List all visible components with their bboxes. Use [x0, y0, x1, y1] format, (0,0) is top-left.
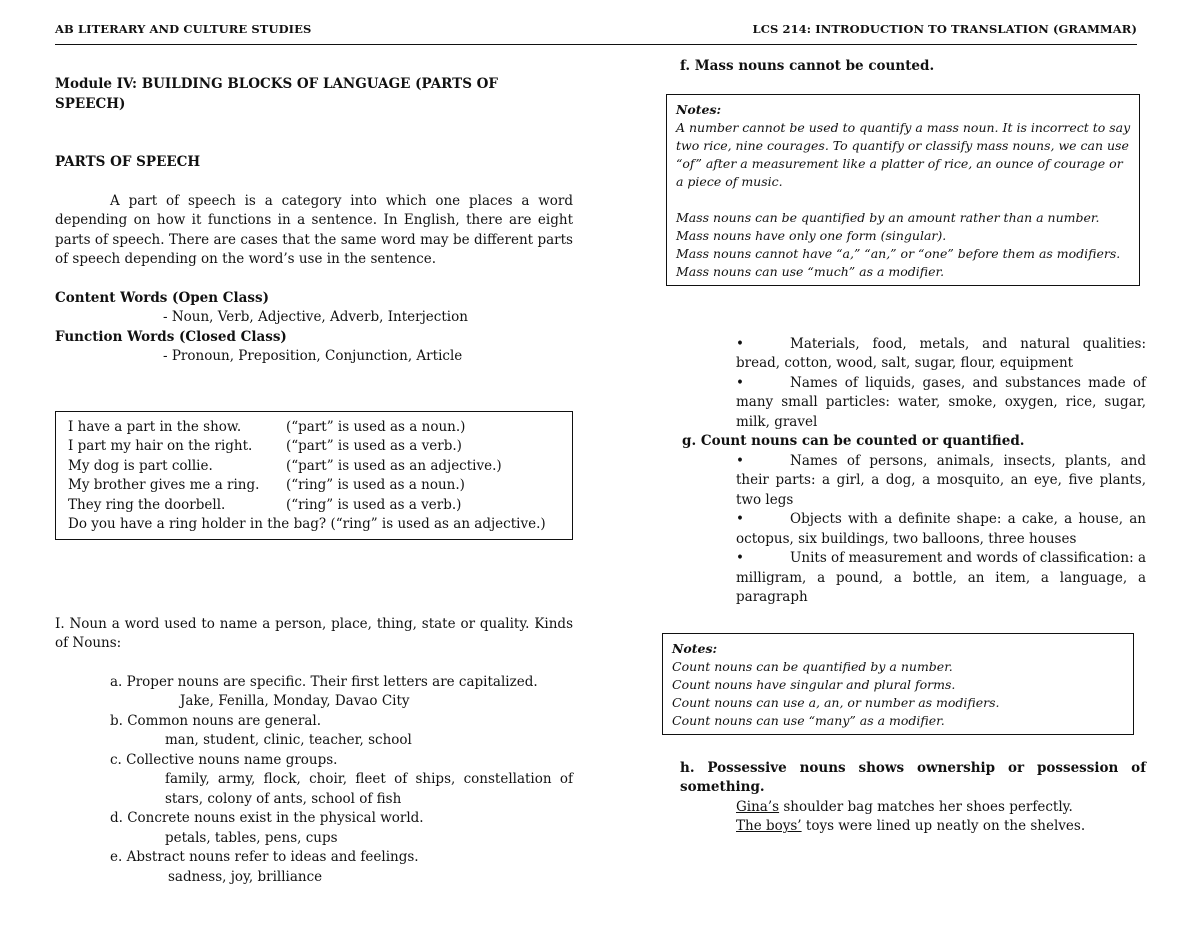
- kind-label-collective: c. Collective nouns name groups.: [110, 751, 338, 768]
- count-nouns-title: g. Count nouns can be counted or quantified.: [682, 433, 1025, 449]
- kinds-of-nouns-list: [55, 673, 573, 888]
- header-course-program: AB LITERARY AND CULTURE STUDIES: [55, 22, 312, 36]
- example-row: [68, 496, 562, 516]
- notes-title: Notes:: [672, 640, 718, 656]
- example-sentence: I have a part in the show.: [68, 418, 242, 435]
- bullet-icon: •: [736, 550, 744, 566]
- notes-line: Mass nouns can be quantified by an amount rather than a number.: [676, 209, 1100, 225]
- possessive-example: [666, 817, 1146, 837]
- kind-example-concrete: petals, tables, pens, cups: [165, 829, 338, 846]
- example-sentence: I part my hair on the right.: [68, 438, 253, 454]
- bullet-icon: •: [736, 511, 744, 527]
- bullet-text: Objects with a definite shape: a cake, a house, an octopus, six buildings, two balloons, three houses: [736, 511, 1146, 547]
- possessive-owner: The boys’: [736, 818, 802, 834]
- bullet-icon: •: [736, 335, 744, 352]
- example-row: [68, 437, 562, 457]
- module-title: Module IV: BUILDING BLOCKS OF LANGUAGE (PARTS OF SPEECH): [55, 76, 498, 112]
- possessive-owner: Gina’s: [736, 798, 780, 815]
- bullet-item: [736, 374, 1146, 433]
- kind-label-common: b. Common nouns are general.: [110, 712, 322, 729]
- kind-label-concrete: d. Concrete nouns exist in the physical world.: [110, 810, 424, 826]
- bullet-item: [736, 452, 1146, 511]
- bullet-text: Names of liquids, gases, and substances made of many small particles: water, smoke, oxygen, rice, sugar, milk, gravel: [736, 374, 1146, 430]
- bullet-text: Names of persons, animals, insects, plants, and their parts: a girl, a dog, a mosquito, an eye, five plants, two legs: [736, 452, 1146, 508]
- notes-line: Count nouns can use “many” as a modifier.: [672, 712, 945, 728]
- right-column: [666, 57, 1146, 837]
- count-nouns-notes-box: [662, 633, 1134, 735]
- kind-example-common: man, student, clinic, teacher, school: [165, 732, 412, 748]
- left-column: [55, 75, 573, 887]
- example-sentence: They ring the doorbell.: [68, 496, 226, 513]
- possessive-rest: shoulder bag matches her shoes perfectly.: [779, 798, 1073, 815]
- notes-line: Mass nouns can use “much” as a modifier.: [676, 263, 945, 279]
- notes-line: Mass nouns have only one form (singular).: [676, 227, 947, 243]
- example-note: (“part” is used as a verb.): [286, 438, 462, 454]
- bullet-item: [736, 510, 1146, 549]
- intro-paragraph: A part of speech is a category into which one places a word depending on how it functions in a sentence. In English, there are eight parts of speech. There are cases that the same word may be different parts of speech depending on the word’s use in the sentence.: [55, 192, 573, 267]
- possessive-rest: toys were lined up neatly on the shelves.: [801, 818, 1086, 834]
- example-note: (“ring” is used as a verb.): [286, 496, 462, 513]
- section-title: PARTS OF SPEECH: [55, 154, 201, 170]
- kind-example-abstract: sadness, joy, brilliance: [168, 868, 323, 885]
- possessive-nouns-title: h. Possessive nouns shows ownership or possession of something.: [680, 759, 1146, 795]
- notes-line: Count nouns can be quantified by a number.: [672, 658, 953, 674]
- content-words-title: Content Words (Open Class): [55, 289, 269, 306]
- bullet-icon: •: [736, 374, 744, 391]
- notes-line: Count nouns have singular and plural forms.: [672, 676, 956, 692]
- bullet-icon: •: [736, 452, 744, 469]
- count-nouns-bullets: [666, 452, 1146, 608]
- example-sentence: My dog is part collie.: [68, 457, 213, 474]
- kind-label-proper: a. Proper nouns are specific. Their first letters are capitalized.: [110, 673, 538, 690]
- example-note: (“ring” is used as a noun.): [286, 477, 465, 493]
- example-row: [68, 476, 562, 496]
- kind-example-collective: family, army, flock, choir, fleet of ships, constellation of stars, colony of ants, school of fish: [165, 771, 573, 807]
- noun-definition: I. Noun a word used to name a person, place, thing, state or quality. Kinds of Nouns:: [55, 615, 573, 651]
- mass-nouns-bullets: [666, 335, 1146, 433]
- example-row: [68, 457, 562, 477]
- function-words-title: Function Words (Closed Class): [55, 328, 287, 345]
- content-words-list: - Noun, Verb, Adjective, Adverb, Interjection: [163, 309, 468, 325]
- bullet-item: [736, 549, 1146, 608]
- mass-nouns-title: f. Mass nouns cannot be counted.: [680, 58, 935, 74]
- header-rule: [55, 44, 1137, 45]
- bullet-text: Materials, food, metals, and natural qualities: bread, cotton, wood, salt, sugar, flour, equipment: [736, 335, 1146, 371]
- kind-label-abstract: e. Abstract nouns refer to ideas and feelings.: [110, 849, 419, 865]
- mass-nouns-notes-box: [666, 94, 1140, 286]
- example-note: (“part” is used as an adjective.): [286, 457, 502, 474]
- possessive-example: [666, 798, 1146, 818]
- bullet-item: [736, 335, 1146, 374]
- example-row-last: Do you have a ring holder in the bag? (“ring” is used as an adjective.): [68, 516, 546, 532]
- example-sentence: My brother gives me a ring.: [68, 477, 260, 493]
- notes-line: Count nouns can use a, an, or number as modifiers.: [672, 694, 1000, 710]
- example-row: [68, 418, 562, 438]
- notes-paragraph: A number cannot be used to quantify a mass noun. It is incorrect to say two rice, nine courages. To quantify or classify mass nouns, we can use “of” after a measurement like a platter of rice, an ounce of courage or a piece of music.: [676, 119, 1131, 189]
- function-words-list: - Pronoun, Preposition, Conjunction, Article: [163, 348, 463, 364]
- notes-line: Mass nouns cannot have “a,” “an,” or “one” before them as modifiers.: [676, 245, 1121, 261]
- header-course-title: LCS 214: INTRODUCTION TO TRANSLATION (GRAMMAR): [752, 22, 1137, 36]
- kind-example-proper: Jake, Fenilla, Monday, Davao City: [180, 693, 410, 709]
- bullet-text: Units of measurement and words of classification: a milligram, a pound, a bottle, an item, a language, a paragraph: [736, 550, 1146, 605]
- examples-box: [55, 411, 573, 540]
- notes-title: Notes:: [676, 101, 722, 117]
- example-note: (“part” is used as a noun.): [286, 418, 466, 435]
